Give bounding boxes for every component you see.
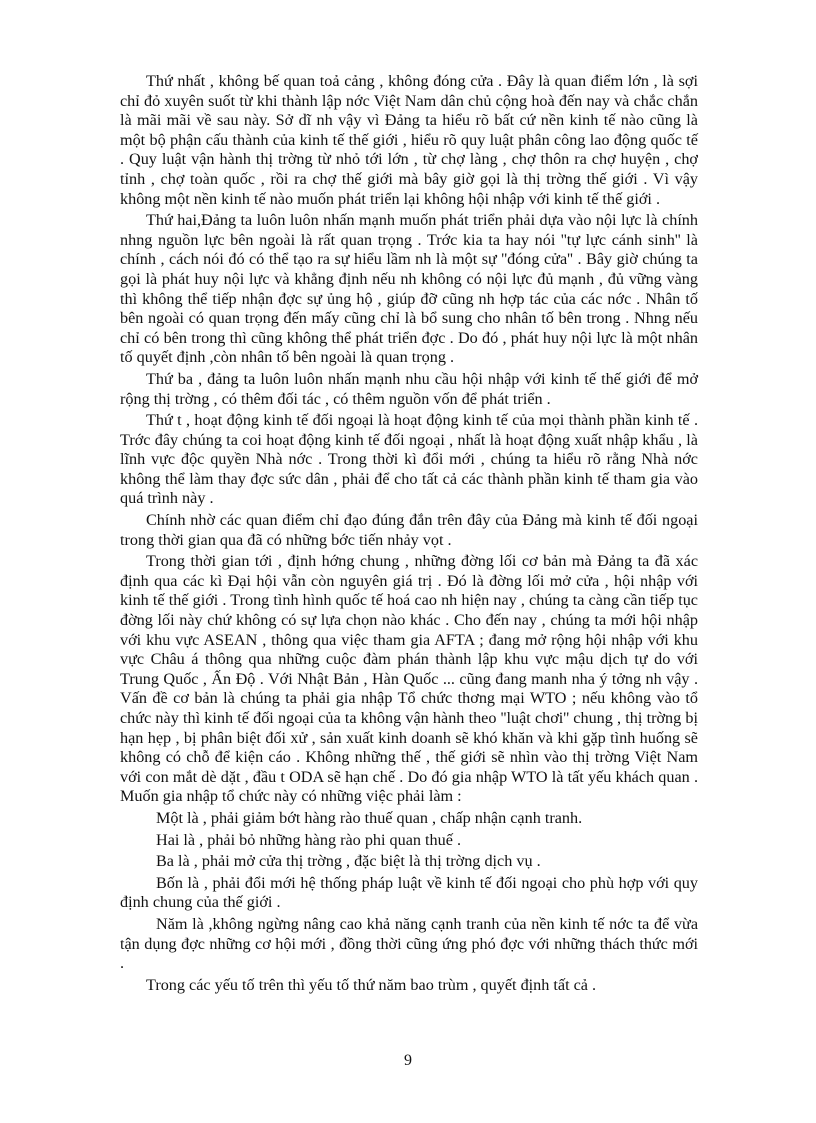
paragraph-1: Thứ nhất , không bế quan toả cảng , không đóng cửa . Đây là quan điểm lớn , là sợi chỉ đỏ xuyên suốt từ khi thành lập nớc Việt Nam dân chủ cộng hoà đến nay và chắc chắn là mãi mãi về sau này. Sở dĩ nh vậy vì Đảng ta hiểu rõ bất cứ nền kinh tế nào cũng là một bộ phận cấu thành của kinh tế thế giới , hiểu rõ quy luật phân công lao động quốc tế . Quy luật vận hành thị trờng từ nhỏ tới lớn , từ chợ làng , chợ thôn ra chợ huyện , chợ tỉnh , chợ toàn quốc , rồi ra chợ thế giới mà bây giờ gọi là thị trờng thế giới . Vì vậy không một nền kinh tế nào muốn phát triển lại không hội nhập với kinh tế thế giới . [120, 72, 698, 208]
paragraph-3: Thứ ba , đảng ta luôn luôn nhấn mạnh nhu cầu hội nhập với kinh tế thế giới để mở rộng thị trờng , có thêm đối tác , có thêm nguồn vốn để phát triển . [120, 369, 698, 408]
list-item-1: Một là , phải giảm bớt hàng rào thuế quan , chấp nhận cạnh tranh. [156, 808, 583, 827]
list-item-2: Hai là , phải bỏ những hàng rào phi quan thuế . [156, 830, 462, 849]
paragraph-4: Thứ t , hoạt động kinh tế đối ngoại là hoạt động kinh tế của mọi thành phần kinh tế . Trớc đây chúng ta coi hoạt động kinh tế đối ngoại , nhất là hoạt động xuất nhập khẩu , là lĩnh vực độc quyền Nhà nớc . Trong thời kì đổi mới , chúng ta hiểu rõ rằng Nhà nớc không thể làm thay đợc sức dân , phải để cho tất cả các thành phần kinh tế tham gia vào quá trình này . [120, 411, 698, 508]
paragraph-2: Thứ hai,Đảng ta luôn luôn nhấn mạnh muốn phát triển phải dựa vào nội lực là chính nhng nguồn lực bên ngoài là rất quan trọng . Trớc kia ta hay nói ''tự lực cánh sinh'' là chính , cách nói đó có thể tạo ra sự hiểu lầm nh là một sự ''đóng cửa'' . Bây giờ chúng ta gọi là phát huy nội lực và khẳng định nếu nh không có nội lực đủ mạnh , đủ vững vàng thì không thể tiếp nhận đợc sự ủng hộ , giúp đỡ cũng nh hợp tác của các nớc . Nhân tố bên ngoài có quan trọng đến mấy cũng chỉ là bổ sung cho nhân tố bên trong . Nhng nếu chỉ có bên trong thì cũng không thể phát triển đợc . Do đó , phát huy nội lực là một nhân tố quyết định ,còn nhân tố bên ngoài là quan trọng . [120, 211, 698, 367]
list-item-5: Năm là ,không ngừng nâng cao khả năng cạnh tranh của nền kinh tế nớc ta để vừa tận dụng đợc những cơ hội mới , đồng thời cũng ứng phó đợc với những thách thức mới . [120, 914, 698, 973]
body-text [120, 72, 698, 997]
page-number: 9 [404, 1052, 412, 1069]
list-item-3: Ba là , phải mở cửa thị trờng , đặc biệt là thị trờng dịch vụ . [156, 852, 541, 871]
closing-paragraph: Trong các yếu tố trên thì yếu tố thứ năm bao trùm , quyết định tất cả . [146, 975, 597, 994]
paragraph-5: Chính nhờ các quan điểm chỉ đạo đúng đắn trên đây của Đảng mà kinh tế đối ngoại trong thời gian qua đã có những bớc tiến nhảy vọt . [120, 511, 698, 549]
list-item-4: Bốn là , phải đổi mới hệ thống pháp luật về kinh tế đối ngoại cho phù hợp với quy định chung của thế giới . [120, 873, 698, 912]
paragraph-6: Trong thời gian tới , định hớng chung , những đờng lối cơ bản mà Đảng ta đã xác định qua các kì Đại hội vẫn còn nguyên giá trị . Đó là đờng lối mở cửa , hội nhập với kinh tế thế giới . Trong tình hình quốc tế hoá cao nh hiện nay , chúng ta càng cần tiếp tục đờng lối này chứ không có sự lựa chọn nào khác . Cho đến nay , chúng ta mới hội nhập với khu vực ASEAN , thông qua việc tham gia AFTA ; đang mở rộng hội nhập với khu vực Châu á thông qua những cuộc đàm phán thành lập khu vực mậu dịch tự do với Trung Quốc , Ấn Độ . Với Nhật Bản , Hàn Quốc ... cũng đang manh nha ý tởng nh vậy . Vấn đề cơ bản là chúng ta phải gia nhập Tổ chức thơng mại WTO ; nếu không vào tổ chức này thì kinh tế đối ngoại của ta không vận hành theo ''luật chơi'' chung , thị trờng bị hạn hẹp , bị phân biệt đối xử , sản xuất kinh doanh sẽ khó khăn và khi gặp tình huống sẽ không có chỗ để kiện cáo . Không những thế , thế giới sẽ nhìn vào thị trờng Việt Nam với con mắt dè dặt , đầu t ODA sẽ hạn chế . Do đó gia nhập WTO là tất yếu khách quan . Muốn gia nhập tổ chức này có những việc phải làm : [120, 552, 698, 806]
